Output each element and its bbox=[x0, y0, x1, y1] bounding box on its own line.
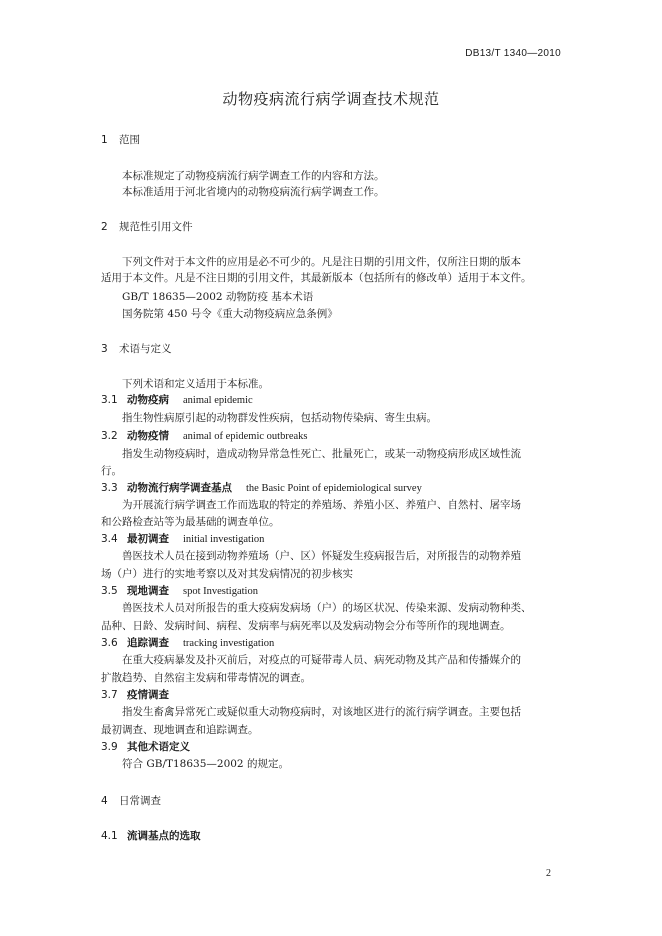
term-3-5-heading bbox=[101, 583, 563, 600]
term-definition-continued: 场（户）进行的实地考察以及对其发病情况的初步核实 bbox=[101, 568, 353, 580]
term-number: 3.9 bbox=[101, 741, 118, 753]
term-3-4-heading bbox=[101, 531, 563, 548]
term-zh: 最初调查 bbox=[127, 533, 169, 545]
section-3-heading bbox=[101, 341, 563, 357]
term-3-9-heading bbox=[101, 739, 563, 755]
term-definition-continued: 最初调查、现地调查和追踪调查。 bbox=[101, 724, 259, 736]
section-2-heading bbox=[101, 219, 563, 235]
subsection-number: 4.1 bbox=[101, 830, 118, 842]
term-number: 3.2 bbox=[101, 430, 118, 442]
term-zh: 追踪调查 bbox=[127, 637, 169, 649]
term-3-7-heading bbox=[101, 687, 563, 703]
term-number: 3.5 bbox=[101, 585, 118, 597]
term-definition: 兽医技术人员对所报告的重大疫病发病场（户）的场区状况、传染来源、发病动物种类、 bbox=[122, 602, 532, 614]
section-1-heading bbox=[101, 132, 563, 148]
subsection-title: 流调基点的选取 bbox=[127, 830, 201, 842]
term-definition-continued: 扩散趋势、自然宿主发病和带毒情况的调查。 bbox=[101, 672, 311, 684]
paragraph: 下列文件对于本文件的应用是必不可少的。凡是注日期的引用文件，仅所注日期的版本 bbox=[122, 256, 521, 268]
term-definition: 符合 GB/T18635—2002 的规定。 bbox=[122, 758, 289, 770]
term-zh: 动物疫情 bbox=[127, 430, 169, 442]
term-definition-continued: 品种、日龄、发病时间、病程、发病率与病死率以及发病动物会分布等所作的现地调查。 bbox=[101, 620, 511, 632]
term-en: the Basic Point of epidemiological survey bbox=[246, 483, 422, 494]
section-number: 3 bbox=[101, 343, 108, 355]
term-definition: 指发生动物疫病时，造成动物异常急性死亡、批量死亡，或某一动物疫病形成区域性流 bbox=[122, 448, 521, 460]
term-3-3-heading bbox=[101, 480, 563, 497]
term-definition: 兽医技术人员在接到动物养殖场（户、区）怀疑发生疫病报告后，对所报告的动物养殖 bbox=[122, 550, 521, 562]
term-en: animal epidemic bbox=[183, 395, 253, 406]
section-4-heading bbox=[101, 793, 563, 809]
document-title: 动物疫病流行病学调查技术规范 bbox=[222, 90, 440, 108]
standard-code: DB13/T 1340—2010 bbox=[465, 48, 561, 59]
term-definition-continued: 行。 bbox=[101, 465, 122, 477]
page-number: 2 bbox=[546, 868, 551, 879]
paragraph: 下列术语和定义适用于本标准。 bbox=[122, 378, 269, 390]
section-number: 4 bbox=[101, 795, 108, 807]
term-number: 3.6 bbox=[101, 637, 118, 649]
term-3-2-heading bbox=[101, 428, 563, 445]
term-definition-continued: 和公路检查站等为最基础的调查单位。 bbox=[101, 516, 280, 528]
term-en: animal of epidemic outbreaks bbox=[183, 431, 308, 442]
section-number: 1 bbox=[101, 134, 108, 146]
term-en: initial investigation bbox=[183, 534, 265, 545]
term-definition: 为开展流行病学调查工作而选取的特定的养殖场、养殖小区、养殖户、自然村、屠宰场 bbox=[122, 499, 521, 511]
term-number: 3.7 bbox=[101, 689, 118, 701]
term-definition: 指生物性病原引起的动物群发性疾病，包括动物传染病、寄生虫病。 bbox=[122, 412, 437, 424]
section-title: 范围 bbox=[119, 134, 140, 146]
term-zh: 其他术语定义 bbox=[127, 741, 190, 753]
term-3-6-heading bbox=[101, 635, 563, 652]
paragraph: 本标准规定了动物疫病流行病学调查工作的内容和方法。 bbox=[122, 170, 385, 182]
term-definition: 指发生畜禽异常死亡或疑似重大动物疫病时，对该地区进行的流行病学调查。主要包括 bbox=[122, 706, 521, 718]
term-number: 3.3 bbox=[101, 482, 118, 494]
reference-item: GB/T 18635—2002 动物防疫 基本术语 bbox=[122, 291, 314, 303]
term-en: tracking investigation bbox=[183, 638, 275, 649]
term-zh: 动物流行病学调查基点 bbox=[127, 482, 232, 494]
term-number: 3.1 bbox=[101, 394, 118, 406]
paragraph-continued: 适用于本文件。凡是不注日期的引用文件，其最新版本（包括所有的修改单）适用于本文件。 bbox=[101, 272, 532, 284]
term-zh: 疫情调查 bbox=[127, 689, 169, 701]
section-title: 日常调查 bbox=[119, 795, 161, 807]
section-number: 2 bbox=[101, 221, 108, 233]
term-zh: 现地调查 bbox=[127, 585, 169, 597]
reference-item: 国务院第 450 号令《重大动物疫病应急条例》 bbox=[122, 308, 338, 320]
term-definition: 在重大疫病暴发及扑灭前后，对疫点的可疑带毒人员、病死动物及其产品和传播媒介的 bbox=[122, 654, 521, 666]
subsection-4-1-heading bbox=[101, 828, 563, 844]
term-en: spot Investigation bbox=[183, 586, 258, 597]
term-zh: 动物疫病 bbox=[127, 394, 169, 406]
section-title: 术语与定义 bbox=[119, 343, 172, 355]
section-title: 规范性引用文件 bbox=[119, 221, 193, 233]
term-3-1-heading bbox=[101, 392, 563, 409]
paragraph: 本标准适用于河北省境内的动物疫病流行病学调查工作。 bbox=[122, 186, 385, 198]
term-number: 3.4 bbox=[101, 533, 118, 545]
